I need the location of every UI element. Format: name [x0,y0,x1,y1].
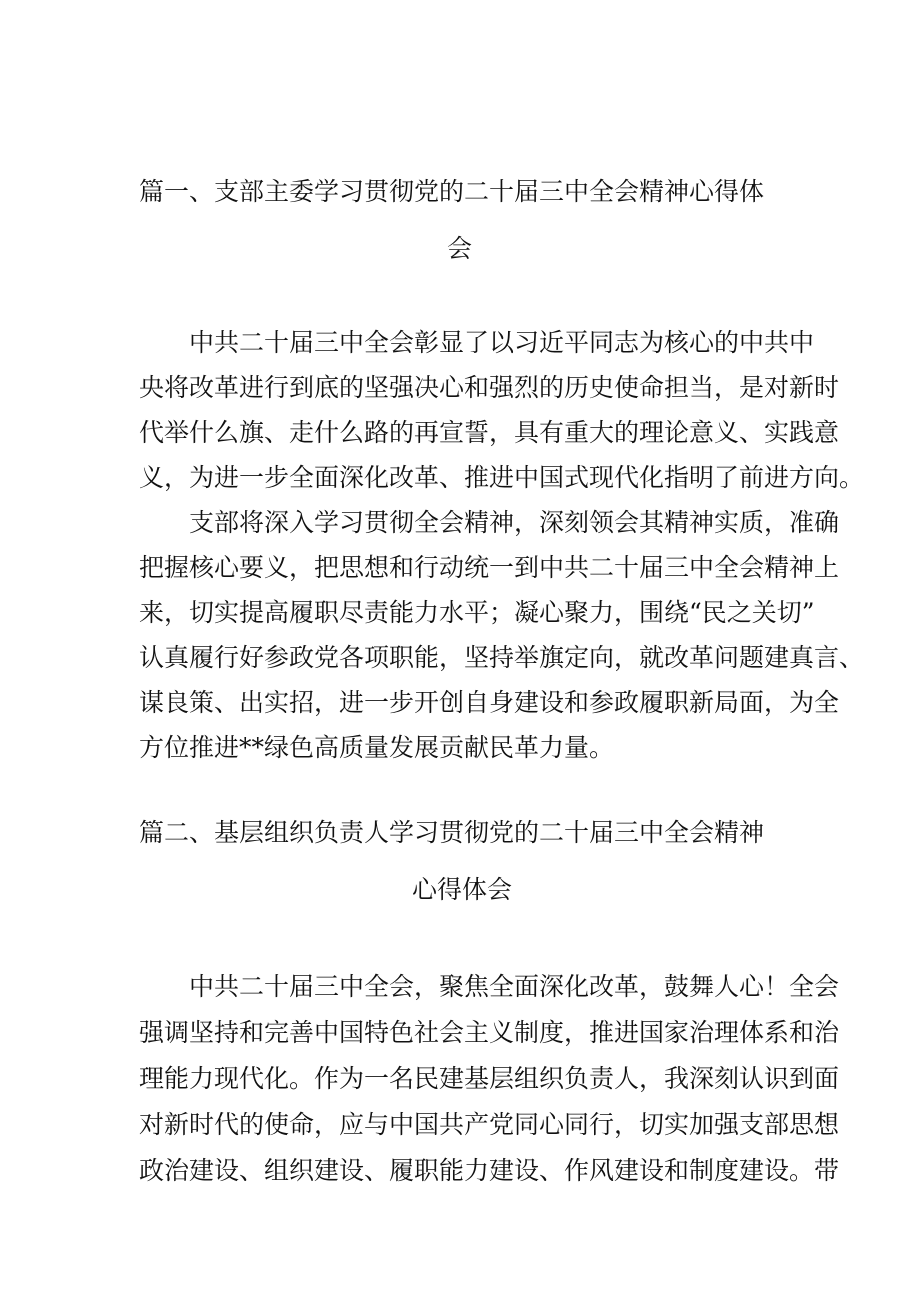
section2-title-line1: 篇二、基层组织负责人学习贯彻党的二十届三中全会精神 [139,818,765,847]
s1-p2-line: 谋良策、出实招，进一步开创自身建设和参政履职新局面，为全 [139,688,840,717]
section1-title-line1: 篇一、支部主委学习贯彻党的二十届三中全会精神心得体 [139,177,765,206]
s2-p1-line: 政治建设、组织建设、履职能力建设、作风建设和制度建设。带 [139,1156,840,1185]
s1-p2-line: 支部将深入学习贯彻全会精神，深刻领会其精神实质，准确 [189,508,840,537]
s2-p1-line: 中共二十届三中全会，聚焦全面深化改革，鼓舞人心！全会 [189,972,840,1001]
s2-p1-line: 理能力现代化。作为一名民建基层组织负责人，我深刻认识到面 [139,1064,840,1093]
s1-p1-line: 义，为进一步全面深化改革、推进中国式现代化指明了前进方向。 [139,463,865,492]
section1-title-line2: 会 [447,234,473,263]
s1-p2-line: 认真履行好参政党各项职能，坚持举旗定向，就改革问题建真言、 [139,643,865,672]
s2-p1-line: 强调坚持和完善中国特色社会主义制度，推进国家治理体系和治 [139,1018,840,1047]
section2-title-line2: 心得体会 [412,875,513,904]
s1-p2-line: 把握核心要义，把思想和行动统一到中共二十届三中全会精神上 [139,553,840,582]
s1-p1-line: 央将改革进行到底的坚强决心和强烈的历史使命担当，是对新时 [139,373,840,402]
s1-p2-line: 来，切实提高履职尽责能力水平；凝心聚力，围绕“民之关切” [139,598,815,627]
s1-p1-line: 中共二十届三中全会彰显了以习近平同志为核心的中共中 [189,328,815,357]
s1-p1-line: 代举什么旗、走什么路的再宣誓，具有重大的理论意义、实践意 [139,418,840,447]
s2-p1-line: 对新时代的使命，应与中国共产党同心同行，切实加强支部思想 [139,1110,840,1139]
s1-p2-line: 方位推进**绿色高质量发展贡献民革力量。 [139,733,615,762]
